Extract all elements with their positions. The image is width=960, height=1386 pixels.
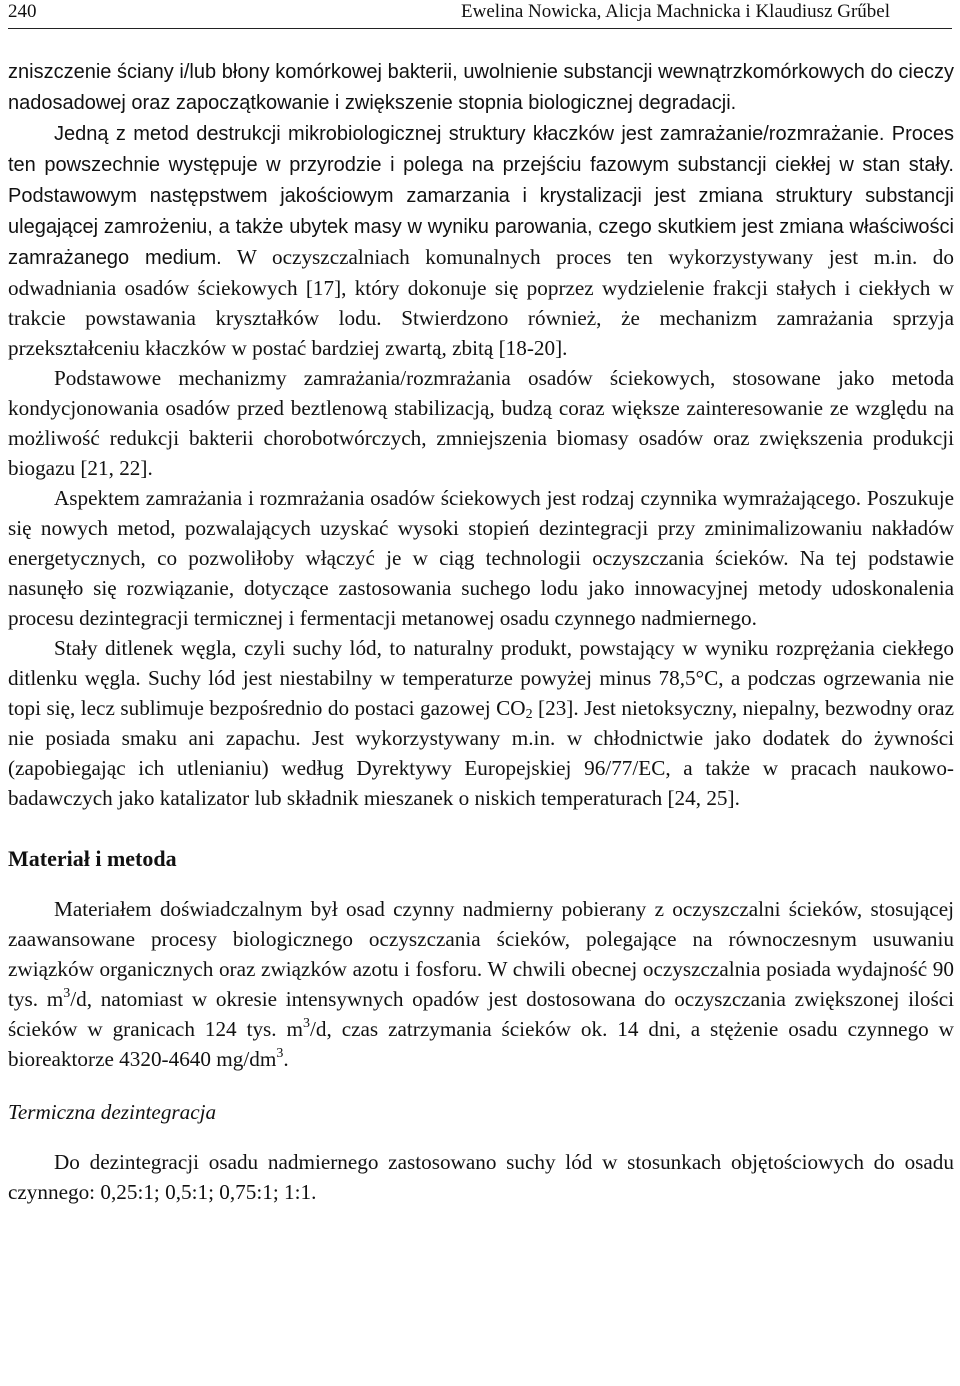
running-head-authors: Ewelina Nowicka, Alicja Machnicka i Klaudiusz Grűbel (461, 1, 890, 22)
superscript-1: 3 (63, 986, 71, 1001)
paragraph-freezing-agent: Aspektem zamrażania i rozmrażania osadów ściekowych jest rodzaj czynnika wymrażającego. Poszukuje się nowych metod, pozwalających uzyskać wysoki stopień dezintegracji przy zminimalizowaniu nakładów energetycznych, co pozwoliłoby włączyć je w ciąg technologii oczyszczania ścieków. Na tej podstawie nasunęło się rozwiązanie, dotyczące zastosowania suchego lodu jako innowacyjnej metody udoskonalenia procesu dezintegracji termicznej i fermentacji metanowej osadu czynnego nadmiernego. (8, 486, 954, 630)
paragraph-intro-serif: W oczyszczalniach komunalnych proces ten wykorzystywany jest m.in. do odwadniania osadów ściekowych [17], który dokonuje się poprzez wydzielenie frakcji stałych i ciekłych w trakcie powstawania kryształków lodu. Stwierdzono również, że mechanizm zamrażania sprzyja przekształceniu kłaczków w postać bardziej zwartą, zbitą [18-20]. (8, 245, 954, 360)
superscript-3: 3 (276, 1046, 284, 1061)
superscript-2: 3 (303, 1016, 310, 1031)
paragraph-dry-ice-b: [23]. Jest nietoksyczny, niepalny, bezwodny oraz nie posiada smaku ani zapachu. Jest wykorzystywany m.in. w chłodnictwie jako dodatek do żywności (zapobiegając ich utlenianiu) według Dyrektywy Europejskiej 96/77/EC, a także w pracach naukowo-badawczych jako katalizator lub składnik mieszanek o niskich temperaturach [24, 25]. (8, 696, 954, 810)
paragraph-material (8, 894, 954, 1074)
paragraph-dry-ice (8, 633, 954, 813)
paragraph-intro-sans: zniszczenie ściany i/lub błony komórkowej bakterii, uwolnienie substancji wewnątrzkomórkowych do cieczy nadosadowej oraz zapoczątkowanie i zwiększenie stopnia biologicznej degradacji. Jedną z metod destrukcji mikrobiologicznej struktury kłaczków jest zamrażanie/rozmrażanie. Proces ten powszechnie występuje w przyrodzie i polega na przejściu fazowym substancji ciekłej w stan stały. Podstawowym następstwem jakościowym zamarzania i krystalizacji jest zmiana struktury substancji ulegającej zamrożeniu, a także ubytek masy w wyniku parowania, czego skutkiem jest zmiana właściwości zamrażanego medium. (8, 61, 954, 269)
paragraph-intro-sans-b: Jedną z metod destrukcji mikrobiologicznej struktury kłaczków jest zamrażanie/rozmrażanie. Proces ten powszechnie występuje w przyrodzie i polega na przejściu fazowym substancji ciekłej w stan stały. Podstawowym następstwem jakościowym zamarzania i krystalizacji jest zmiana struktury substancji ulegającej zamrożeniu, a także ubytek masy w wyniku parowania, czego skutkiem jest zmiana właściwości zamrażanego medium. (8, 123, 954, 269)
paragraph-thermal: Do dezintegracji osadu nadmiernego zastosowano suchy lód w stosunkach objętościowych do osadu czynnego: 0,25:1; 0,5:1; 0,75:1; 1:1. (8, 1150, 954, 1204)
material-text-d: . (283, 1047, 289, 1071)
material-text-c: /d, czas zatrzymania ścieków ok. 14 dni, a stężenie osadu czynnego w bioreaktorze 4320-4640 mg/dm (8, 1017, 954, 1071)
paragraph-dry-ice-a: Stały ditlenek węgla, czyli suchy lód, to naturalny produkt, powstający w wyniku rozprężania ciekłego ditlenku węgla. Suchy lód jest niestabilny w temperaturze powyżej minus 78,5°C, a podczas ogrzewania nie topi się, lecz sublimuje bezpośrednio do postaci gazowej CO (8, 636, 954, 720)
co2-subscript: 2 (525, 707, 533, 722)
page-number: 240 (8, 1, 37, 22)
paragraph-mechanisms: Podstawowe mechanizmy zamrażania/rozmrażania osadów ściekowych, stosowane jako metoda kondycjonowania osadów przed beztlenową stabilizacją, budzą coraz większe zainteresowanie ze względu na możliwość redukcji bakterii chorobotwórczych, zmniejszenia biomasy osadów oraz zwiększenia produkcji biogazu [21, 22]. (8, 366, 954, 480)
material-text-a: Materiałem doświadczalnym był osad czynny nadmierny pobierany z oczyszczalni ścieków, stosującej zaawansowane procesy biologicznego oczyszczania ścieków, polegające na równoczesnym usuwaniu związków organicznych oraz związków azotu i fosforu. W chwili obecnej oczyszczalnia posiada wydajność 90 tys. m (8, 897, 954, 1011)
material-text-b: /d, natomiast w okresie intensywnych opadów jest dostosowana do oczyszczania zwiększonej ilości ścieków w granicach 124 tys. m (8, 987, 954, 1041)
article-body (8, 56, 954, 1207)
paragraph-intro (8, 56, 954, 363)
section-heading-material: Materiał i metoda (8, 846, 177, 871)
running-header (8, 0, 952, 29)
subsection-heading-thermal: Termiczna dezintegracja (8, 1100, 217, 1124)
